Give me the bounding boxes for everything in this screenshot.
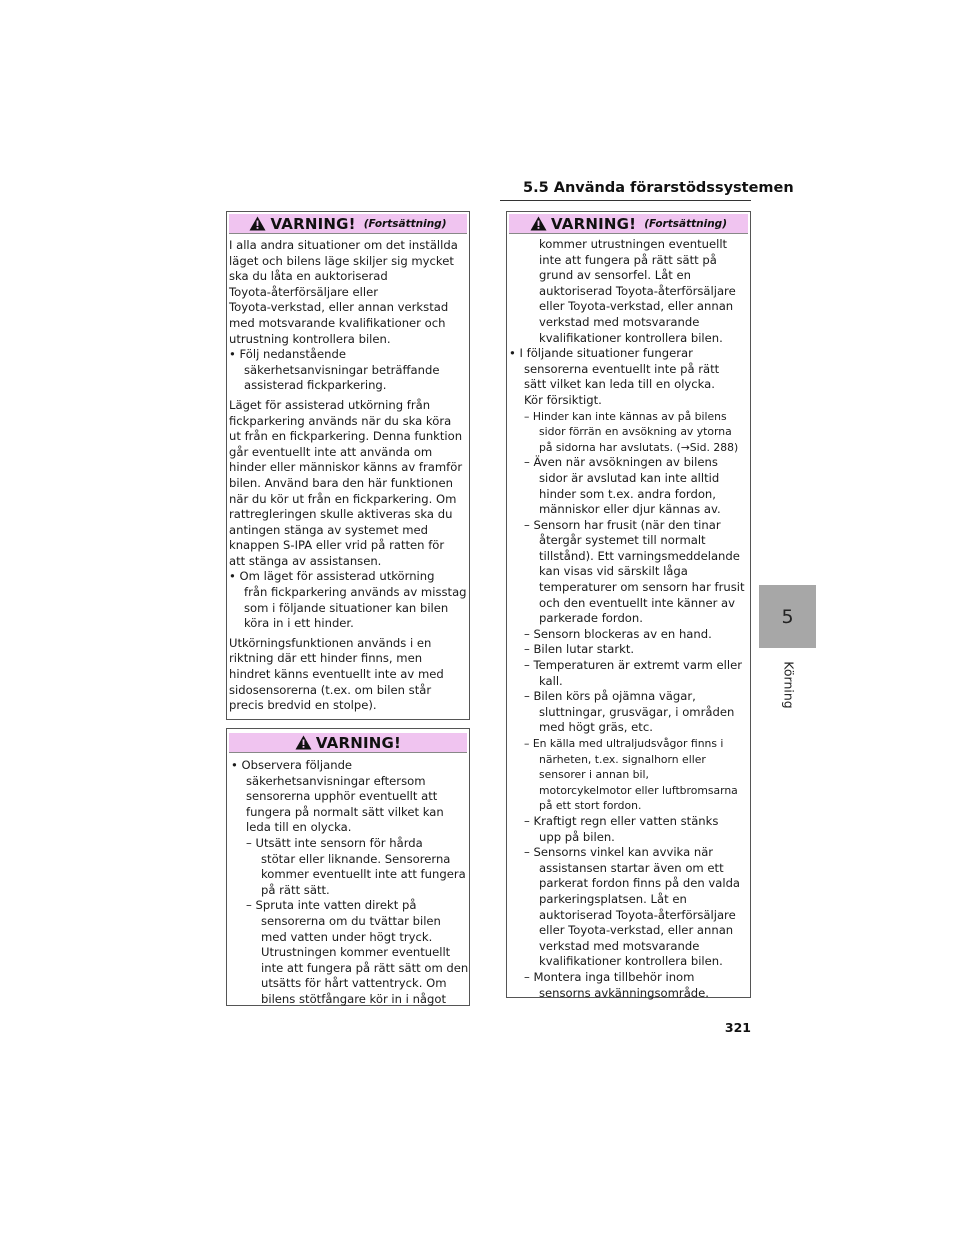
text-line: auktoriserad Toyota-återförsäljare <box>539 283 736 298</box>
warning-triangle-icon <box>295 735 312 750</box>
chapter-label <box>779 655 799 715</box>
text-line: assisterad fickparkering. <box>244 378 387 393</box>
dash-item: – Utsätt inte sensorn för hårda <box>246 835 423 850</box>
text-line: sidor förrän en avsökning av ytorna <box>539 425 732 439</box>
warning-continued-label: (Fortsättning) <box>363 217 447 230</box>
text-line: sensorerna om du tvättar bilen <box>261 913 441 928</box>
dash-item: – Sensorns vinkel kan avvika när <box>524 845 714 860</box>
text-line: att stänga av assistansen. <box>229 553 382 568</box>
warning-continued-label: (Fortsättning) <box>644 217 727 230</box>
text-line: parkerade fordon. <box>539 611 643 626</box>
text-line: köra in i ett hinder. <box>244 616 354 631</box>
text-line: temperaturer om sensorn har frusit <box>539 580 745 595</box>
dash-item: – Även när avsökningen av bilens <box>524 455 718 470</box>
text-line: motorcykelmotor eller luftbromsarna <box>539 783 738 797</box>
dash-item: – Temperaturen är extremt varm eller <box>524 658 742 673</box>
text-line: parkerat fordon finns på den valda <box>539 876 741 891</box>
text-line: fickparkering används när du ska köra <box>229 413 452 428</box>
dash-item: – Spruta inte vatten direkt på <box>246 898 417 913</box>
text-line: I alla andra situationer om det inställda <box>229 238 458 252</box>
page-number: 321 <box>724 1020 751 1035</box>
text-line: bilens stötfångare kör in i något <box>261 991 447 1006</box>
dash-item: – Montera inga tillbehör inom <box>524 969 695 984</box>
text-line: eller Toyota-verkstad, eller annan <box>539 299 734 314</box>
warning-triangle-icon <box>530 216 547 231</box>
text-line: sidosensorerna (t.ex. om bilen står <box>229 682 432 697</box>
text-line: bilen. Använd bara den här funktionen <box>229 475 453 490</box>
dash-item: – En källa med ultraljudsvågor finns i <box>524 737 724 750</box>
text-line: med högt gräs, etc. <box>539 720 653 735</box>
text-line: inte att fungera på rätt sätt på <box>539 252 717 267</box>
text-line: sluttningar, grusvägar, i områden <box>539 704 735 719</box>
text-line: kommer eventuellt inte att fungera <box>261 867 466 882</box>
section-header: 5.5 Använda förarstödssystemen <box>523 180 794 196</box>
text-line: som i följande situationer kan bilen <box>244 600 449 615</box>
text-line: kvalifikationer kontrollera bilen. <box>539 954 723 969</box>
text-line: precis bredvid en stolpe). <box>229 698 377 713</box>
text-line: eller Toyota-verkstad, eller annan <box>539 923 734 938</box>
text-line: Utrustningen kommer eventuellt <box>261 945 451 960</box>
text-line: läget och bilens läge skiljer sig mycket <box>229 253 454 268</box>
dash-item: – Kraftigt regn eller vatten stänks <box>524 813 719 828</box>
warning-body <box>231 758 468 1008</box>
dash-item: – Bilen lutar starkt. <box>524 642 635 657</box>
text-line: riktning där ett hinder finns, men <box>229 651 423 666</box>
text-line: antingen stänga av systemet med <box>229 522 428 537</box>
chapter-tab: 5 <box>759 585 816 648</box>
text-line: verkstad med motsvarande <box>539 938 700 953</box>
warning-title: VARNING! <box>315 733 402 752</box>
text-line: sensorerna upphör eventuellt att <box>246 789 438 804</box>
text-line: Toyota-återförsäljare eller <box>229 284 378 299</box>
text-line: människor eller djur kännas av. <box>539 502 721 517</box>
warning-body <box>509 237 745 1001</box>
text-line: och den eventuellt inte känner av <box>539 595 735 610</box>
text-line: inte att fungera på rätt sätt om den <box>261 960 469 975</box>
warning-box-header <box>509 214 748 234</box>
text-line: rattregleringen skulle aktiveras ska du <box>229 507 453 522</box>
dash-item: – Hinder kan inte kännas av på bilens <box>524 409 727 423</box>
text-line: tillstånd). Ett varningsmeddelande <box>539 548 740 563</box>
warning-triangle-icon <box>249 216 266 231</box>
text-line: sensorer i annan bil, <box>539 768 649 782</box>
text-line: leda till en olycka. <box>246 820 352 835</box>
dash-item: – Sensorn blockeras av en hand. <box>524 626 712 641</box>
text-line: utsätts för hårt vattentryck. Om <box>261 976 447 991</box>
text-line: utrustning kontrollera bilen. <box>229 331 391 346</box>
text-line: närheten, t.ex. signalhorn eller <box>539 752 706 766</box>
text-line: sätt vilket kan leda till en olycka. <box>524 377 715 392</box>
bullet-item: • Observera följande <box>231 758 353 772</box>
text-line: verkstad med motsvarande <box>539 314 700 329</box>
header-divider <box>500 200 751 201</box>
text-line: kan visas vid särskilt låga <box>539 564 688 579</box>
text-line: på sidorna har avslutats. (→Sid. 288) <box>539 440 739 454</box>
text-line: från fickparkering används av misstag <box>244 585 467 600</box>
text-line: med vatten under högt tryck. <box>261 929 433 944</box>
dash-item: – Bilen körs på ojämna vägar, <box>524 689 696 704</box>
text-line: parkeringsplatsen. Låt en <box>539 891 687 906</box>
warning-box-header <box>229 214 467 234</box>
text-line: återgår systemet till normalt <box>539 533 706 548</box>
warning-title: VARNING! <box>270 214 356 233</box>
text-line: hindret känns eventuellt inte av med <box>229 667 444 682</box>
text-line: Läget för assisterad utkörning från <box>229 397 431 412</box>
text-line: hinder som t.ex. andra fordon, <box>539 486 716 501</box>
text-line: på rätt sätt. <box>261 882 330 897</box>
text-line: går eventuellt inte att använda om <box>229 444 433 459</box>
text-line: säkerhetsanvisningar beträffande <box>244 362 440 377</box>
warning-title: VARNING! <box>550 214 637 233</box>
warning-box-header <box>229 733 467 753</box>
text-line: säkerhetsanvisningar eftersom <box>246 773 426 788</box>
text-line: hinder eller människor känns av framför <box>229 460 463 475</box>
text-line: sensorerna eventuellt inte på rätt <box>524 361 720 376</box>
text-line: sensorns avkänningsområde. <box>539 985 709 1000</box>
text-line: Utkörningsfunktionen används i en <box>229 635 432 650</box>
dash-item: – Sensorn har frusit (när den tinar <box>524 517 721 532</box>
text-line: kall. <box>539 673 563 688</box>
text-line: sidor är avslutad kan inte alltid <box>539 470 720 485</box>
warning-box-continued-left <box>226 211 470 720</box>
text-line: fungera på normalt sätt vilket kan <box>246 804 444 819</box>
text-line: assistansen startar även om ett <box>539 860 724 875</box>
text-line: upp på bilen. <box>539 829 615 844</box>
text-line: Toyota-verkstad, eller annan verkstad <box>229 300 449 315</box>
text-line: knappen S-IPA eller vrid på ratten för <box>229 538 445 553</box>
bullet-item: • I följande situationer fungerar <box>509 346 693 361</box>
text-line: när du kör ut från en fickparkering. Om <box>229 491 457 506</box>
text-line: på ett stort fordon. <box>539 799 642 813</box>
warning-box-continued-right <box>506 211 751 998</box>
text-line: med motsvarande kvalifikationer och <box>229 315 446 330</box>
warning-box-left <box>226 728 470 1006</box>
chapter-label-text: Körning <box>781 661 797 709</box>
text-line: kvalifikationer kontrollera bilen. <box>539 330 723 345</box>
text-line: ska du låta en auktoriserad <box>229 269 388 284</box>
warning-body <box>229 238 467 714</box>
text-line: kommer utrustningen eventuellt <box>539 237 728 251</box>
text-line: grund av sensorfel. Låt en <box>539 268 692 283</box>
text-line: stötar eller liknande. Sensorerna <box>261 851 451 866</box>
text-line: Kör försiktigt. <box>524 392 602 407</box>
text-line: ut från en fickparkering. Denna funktion <box>229 429 463 444</box>
bullet-item: • Om läget för assisterad utkörning <box>229 569 435 584</box>
text-line: auktoriserad Toyota-återförsäljare <box>539 907 736 922</box>
bullet-item: • Följ nedanstående <box>229 347 346 362</box>
